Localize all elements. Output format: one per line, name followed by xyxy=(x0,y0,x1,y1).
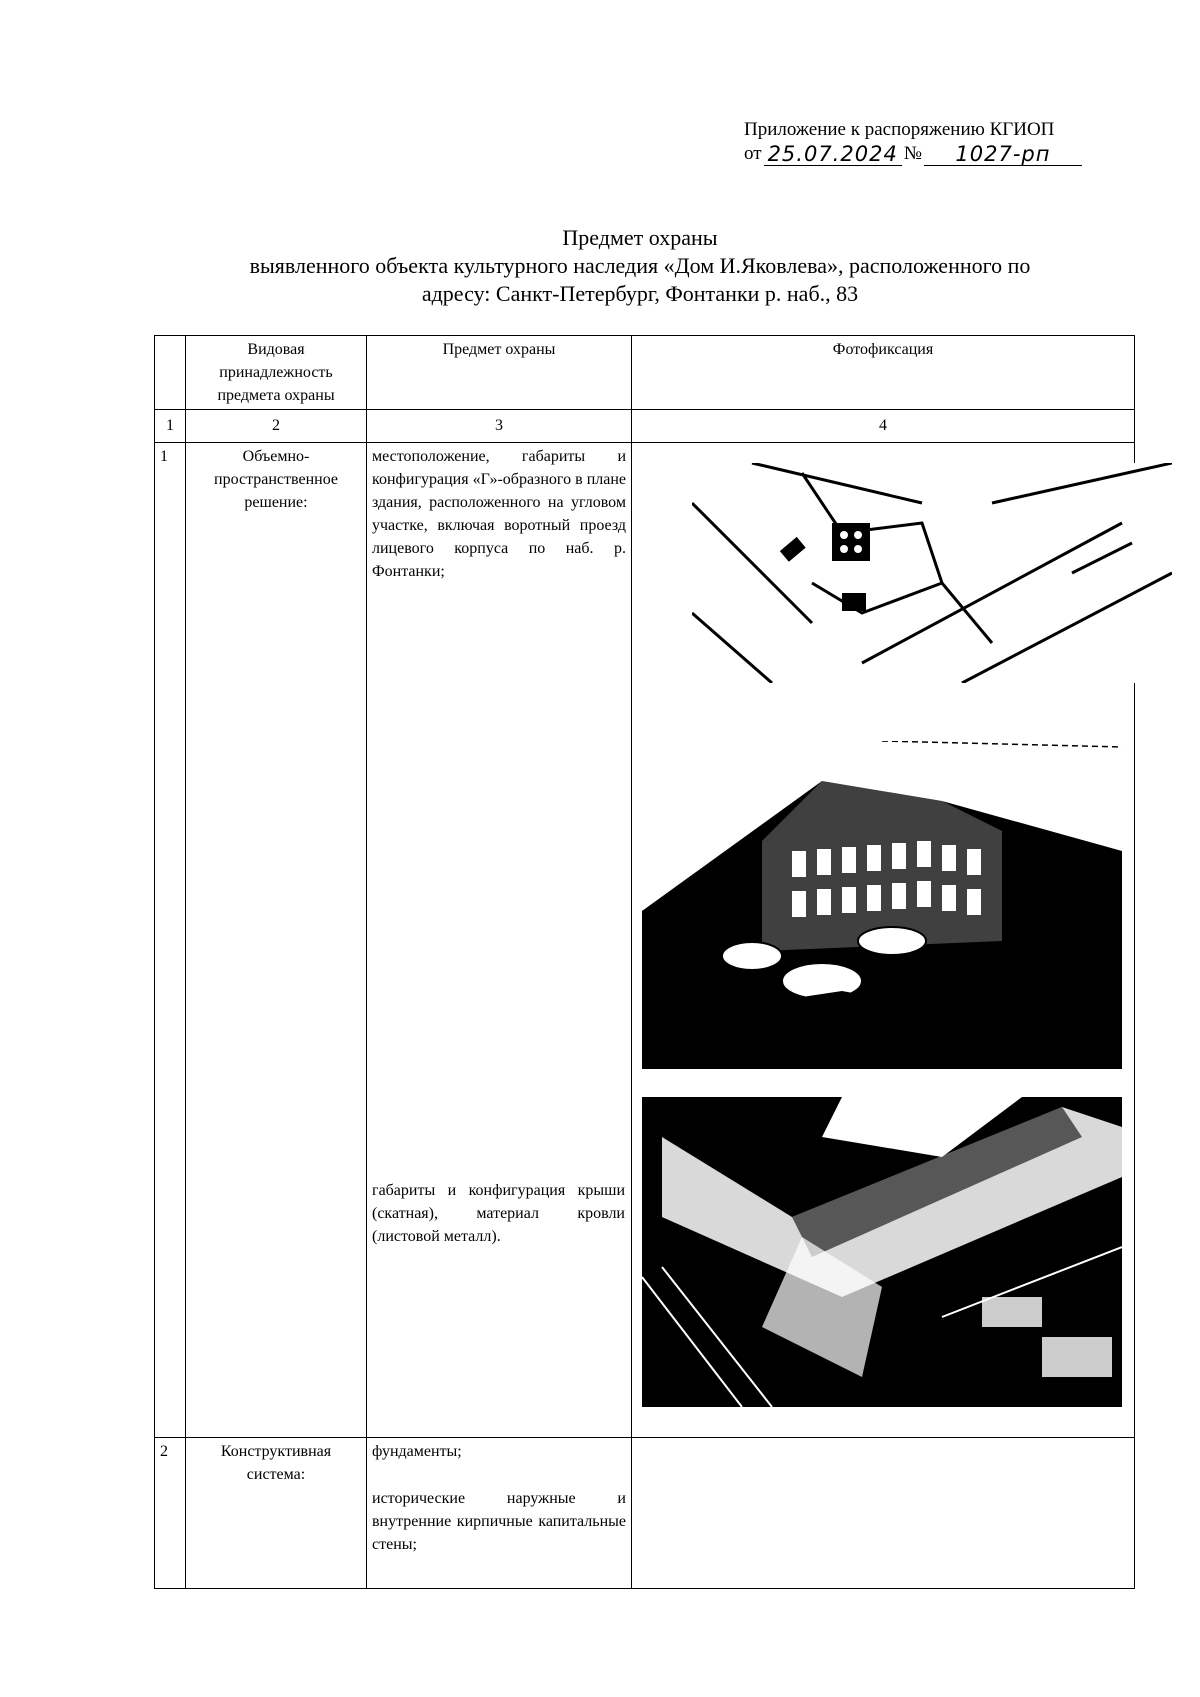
col-number-1: 1 xyxy=(155,410,186,443)
order-number-label: № xyxy=(903,143,922,164)
subject-text-2: исторические наружные и внутренние кирпичные капитальные стены; xyxy=(372,1490,626,1553)
table-row xyxy=(155,1438,1135,1589)
aerial-roof-image xyxy=(642,1097,1122,1407)
table-header-row xyxy=(155,336,1135,410)
row-index: 1 xyxy=(155,443,186,1438)
order-date: 25.07.2024 xyxy=(764,143,902,166)
subject-text-2: габариты и конфигурация крыши (скатная), материал кровли (листовой металл). xyxy=(372,1182,625,1245)
subject-text-1: фундаменты; xyxy=(372,1443,462,1460)
row-subject xyxy=(367,443,632,1438)
street-facade-image xyxy=(642,741,1122,1069)
order-prefix: от xyxy=(744,143,762,164)
header-category: Видовая принадлежность предмета охраны xyxy=(186,336,367,410)
protection-table xyxy=(154,335,1135,1589)
row-photos xyxy=(632,1438,1135,1589)
title-line-1: Предмет охраны xyxy=(562,225,718,250)
header-photo: Фотофиксация xyxy=(632,336,1135,410)
appendix-header xyxy=(744,118,1124,166)
header-subject: Предмет охраны xyxy=(367,336,632,410)
col-number-2: 2 xyxy=(186,410,367,443)
column-number-row xyxy=(155,410,1135,443)
row-category: Объемно-пространственное решение: xyxy=(186,443,367,1438)
order-line xyxy=(744,142,1124,166)
title-line-3: адресу: Санкт-Петербург, Фонтанки р. наб., 83 xyxy=(421,281,859,306)
col-number-3: 3 xyxy=(367,410,632,443)
row-photos xyxy=(632,443,1135,1438)
subject-text-1: местоположение, габариты и конфигурация «Г»-образного в плане здания, расположенного на угловом участке, включая воротный проезд лицевого корпуса по наб. р. Фонтанки; xyxy=(372,448,626,580)
title-line-2: выявленного объекта культурного наследия «Дом И.Яковлева», расположенного по xyxy=(249,253,1031,278)
row-category: Конструктивная система: xyxy=(186,1438,367,1589)
appendix-line: Приложение к распоряжению КГИОП xyxy=(744,119,1055,140)
document-title xyxy=(150,224,1130,308)
row-index: 2 xyxy=(155,1438,186,1589)
header-index xyxy=(155,336,186,410)
order-number: 1027-рп xyxy=(924,143,1082,166)
col-number-4: 4 xyxy=(632,410,1135,443)
table-row xyxy=(155,443,1135,1438)
row-subject xyxy=(367,1438,632,1589)
site-map-image xyxy=(692,463,1172,683)
